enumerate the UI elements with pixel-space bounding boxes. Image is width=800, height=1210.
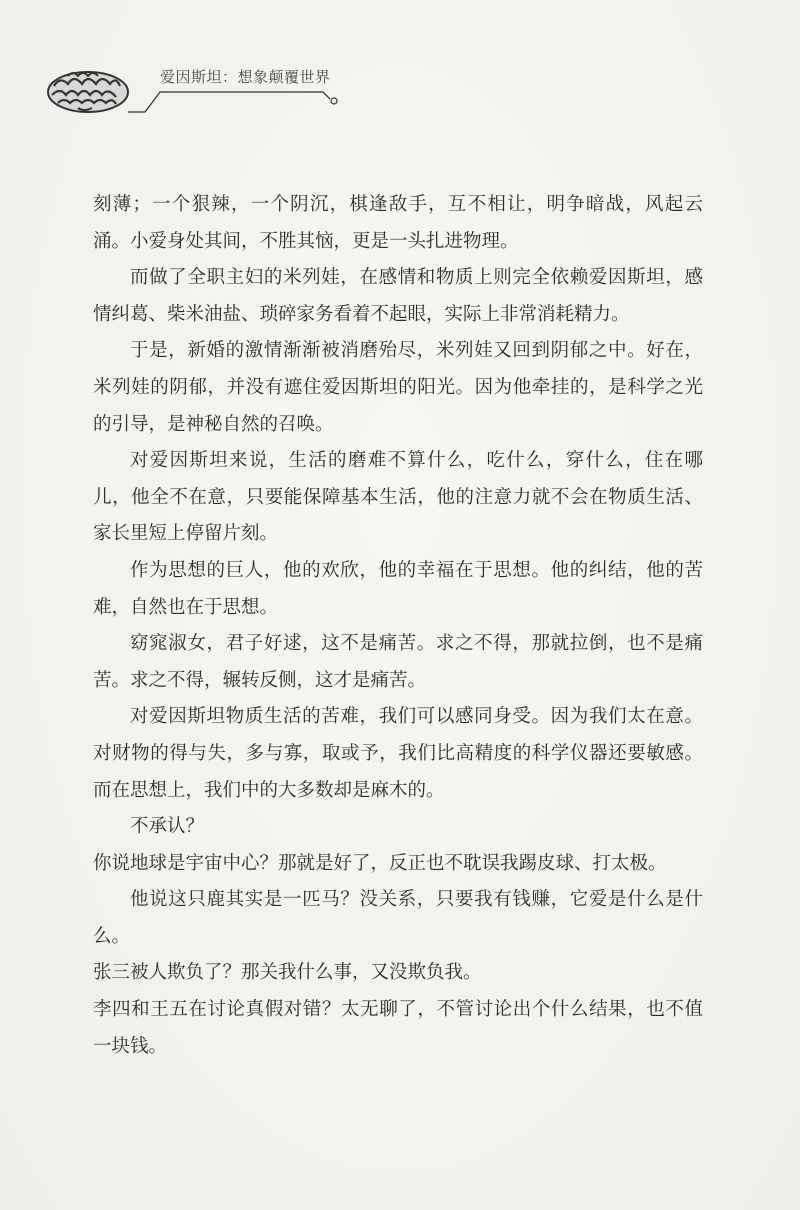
paragraph-7: 对爱因斯坦物质生活的苦难，我们可以感同身受。因为我们太在意。对财物的得与失，多与寡，取或予，我们比高精度的科学仪器还要敏感。而在思想上，我们中的大多数却是麻木的。 <box>93 706 703 801</box>
paragraph-2: 而做了全职主妇的米列娃，在感情和物质上则完全依赖爱因斯坦，感情纠葛、柴米油盐、琐碎家务看着不起眼，实际上非常消耗精力。 <box>93 267 703 325</box>
paragraph-11: 张三被人欺负了？那关我什么事，又没欺负我。 <box>93 962 482 984</box>
paragraph-1: 刻薄；一个狠辣，一个阴沉，棋逢敌手，互不相让，明争暗战，风起云涌。小爱身处其间，不胜其恼，更是一头扎进物理。 <box>93 194 703 252</box>
paragraph-5: 作为思想的巨人，他的欢欣，他的幸福在于思想。他的纠结，他的苦难，自然也在于思想。 <box>93 559 703 618</box>
paragraph-8: 不承认？ <box>130 816 205 838</box>
paragraph-6: 窈窕淑女，君子好逑，这不是痛苦。求之不得，那就拉倒，也不是痛苦。求之不得，辗转反侧，这才是痛苦。 <box>93 633 703 691</box>
paragraph-10: 他说这只鹿其实是一匹马？没关系，只要我有钱赚，它爱是什么是什么。 <box>93 889 703 947</box>
running-header <box>0 0 800 130</box>
paragraph-4: 对爱因斯坦来说，生活的磨难不算什么，吃什么，穿什么，住在哪儿，他全不在意，只要能保障基本生活，他的注意力就不会在物质生活、家长里短上停留片刻。 <box>93 450 703 545</box>
running-header-title: 爱因斯坦：想象颠覆世界 <box>160 68 331 86</box>
body-text <box>93 187 703 1065</box>
paragraph-3: 于是，新婚的激情渐渐被消磨殆尽，米列娃又回到阴郁之中。好在，米列娃的阴郁，并没有遮住爱因斯坦的阳光。因为他牵挂的，是科学之光的引导，是神秘自然的召唤。 <box>93 340 703 435</box>
paragraph-12: 李四和王五在讨论真假对错？太无聊了，不管讨论出个什么结果，也不值一块钱。 <box>93 999 703 1057</box>
paragraph-9: 你说地球是宇宙中心？那就是好了，反正也不耽误我踢皮球、打太极。 <box>93 852 667 874</box>
brain-icon <box>0 0 800 130</box>
